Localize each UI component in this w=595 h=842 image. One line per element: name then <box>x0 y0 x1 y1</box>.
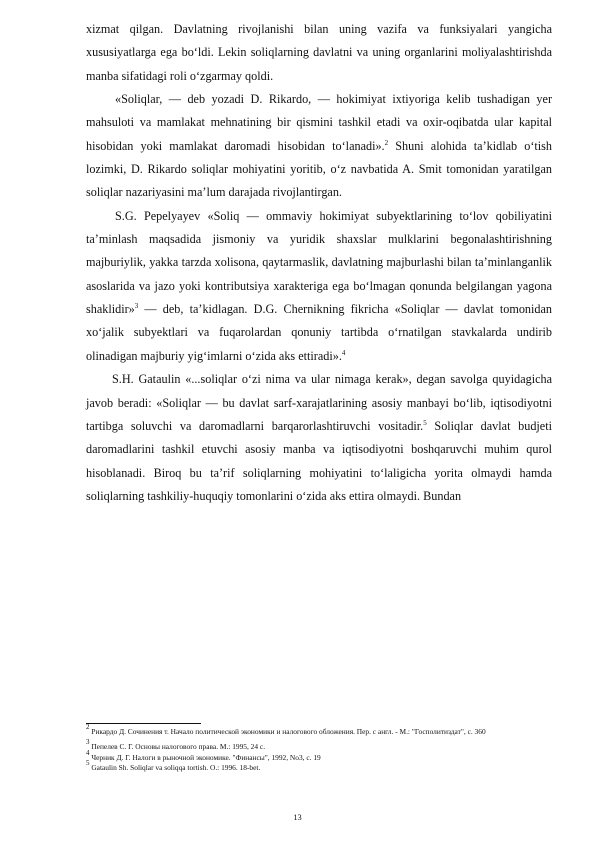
paragraph-2-rest: Shuni alohida ta’kidlab o‘tish lozimki, D. Rikardo soliqlar mohiyatini yoritib, o‘z navbatida A. Smit tomonidan yaratilgan soliqlar nazariyasini ma’lum darajada rivojlantirgan. <box>86 138 552 200</box>
paragraph-2 <box>86 88 552 205</box>
footnote-text: Черник Д. Г. Налоги в рыночной экономике. "Финансы", 1992, No3, с. 19 <box>89 752 321 762</box>
footnote-ref-3[interactable]: 3 <box>134 302 139 311</box>
pepelyayev-quote: S.G. Pepelyayev «Soliq — ommaviy hokimiyat subyektlarining to‘lov qobiliyatini ta’minlash maqsadida jismoniy va yuridik shaxslar mulklarini begonalashtirishning majburiylik, yakka tarzda xolisona, qaytarmaslik, davlatning majburlashi bilan ta’minlanganlik asoslarida va jazo yoki kontributsiya xarakteriga ega bo‘lmagan qonunda belgilangan yagona shaklidir» <box>86 208 552 317</box>
footnote-5 <box>86 759 556 773</box>
footnote-text: Пепелев С. Г. Основы налогового права. М.: 1995, 24 с. <box>89 742 266 752</box>
paragraph-3 <box>86 205 552 368</box>
paragraph-1-text: xizmat qilgan. Davlatning rivojlanishi bilan uning vazifa va funksiyalari yangicha xususiyatlarga ega bo‘ldi. Lekin soliqlarning davlatni va uning organlarini moliyalashtirishda manba sifatidagi roli o‘zgarmay qoldi. <box>86 22 552 83</box>
paragraph-1 <box>86 18 552 88</box>
footnote-divider <box>86 723 201 724</box>
footnote-ref-4[interactable]: 4 <box>341 348 346 357</box>
footnote-ref-5[interactable]: 5 <box>423 418 427 427</box>
chernik-quote: — deb, ta’kidlagan. D.G. Chernikning fikricha «Soliqlar — davlat tomonidan xo‘jalik subyektlari va fuqarolardan qonuniy tartibda o‘rnatilgan stavkalarda undirib olinadigan majburiy yig‘imlarni o‘zida aks ettiradi». <box>86 302 552 363</box>
footnote-text: Рикардо Д. Сочинения т. Начало политической экономики и налогового обложения. Пер. с англ. - М.: "Госполитиздат", с. 360 <box>89 727 486 736</box>
footnote-text: Gataulin Sh. Soliqlar va soliqqa tortish. O.: 1996. 18-bet. <box>89 763 261 773</box>
gataulin-quote: S.H. Gataulin «...soliqlar o‘zi nima va ular nimaga kerak», degan savolga quyidagicha javob beradi: «Soliqlar — bu davlat sarf-xarajatlarining asosiy manbayi bo‘lib, iqtisodiyotni tartibga soluvchi va daromadlarni barqarorlashtiruvchi vositadir. <box>86 372 552 433</box>
footnotes <box>86 723 556 774</box>
footnote-3 <box>86 738 556 752</box>
paragraph-4-rest: Soliqlar davlat budjeti daromadlarini tashkil etuvchi asosiy manba va iqtisodiyotni boshqaruvchi muhim qurol hisoblanadi. Biroq bu ta’rif soliqlarning mohiyatini to‘laligicha yorita olmaydi hamda soliqlarning tashkiliy-huquqiy tomonlarini o‘zida aks ettira olmaydi. Bundan <box>86 418 552 503</box>
footnote-2 <box>86 723 556 737</box>
footnote-ref-2[interactable]: 2 <box>384 138 389 147</box>
page-number: 13 <box>293 813 302 822</box>
ricardo-quote: «Soliqlar, — deb yozadi D. Rikardo, — hokimiyat ixtiyoriga kelib tushadigan yer mahsuloti va mamlakat mehnatining bir qismini tashkil etadi va oxir-oqibatda ular kapital hisobidan yoki mamlakat daromadi hisobidan to‘lanadi». <box>86 92 552 153</box>
footnote-number: 2 <box>86 723 90 731</box>
footnote-number: 4 <box>86 748 90 757</box>
footnote-number: 3 <box>86 738 90 747</box>
paragraph-4 <box>86 368 552 508</box>
main-text <box>86 18 552 508</box>
footnote-4 <box>86 748 556 763</box>
footnote-number: 5 <box>86 759 90 768</box>
